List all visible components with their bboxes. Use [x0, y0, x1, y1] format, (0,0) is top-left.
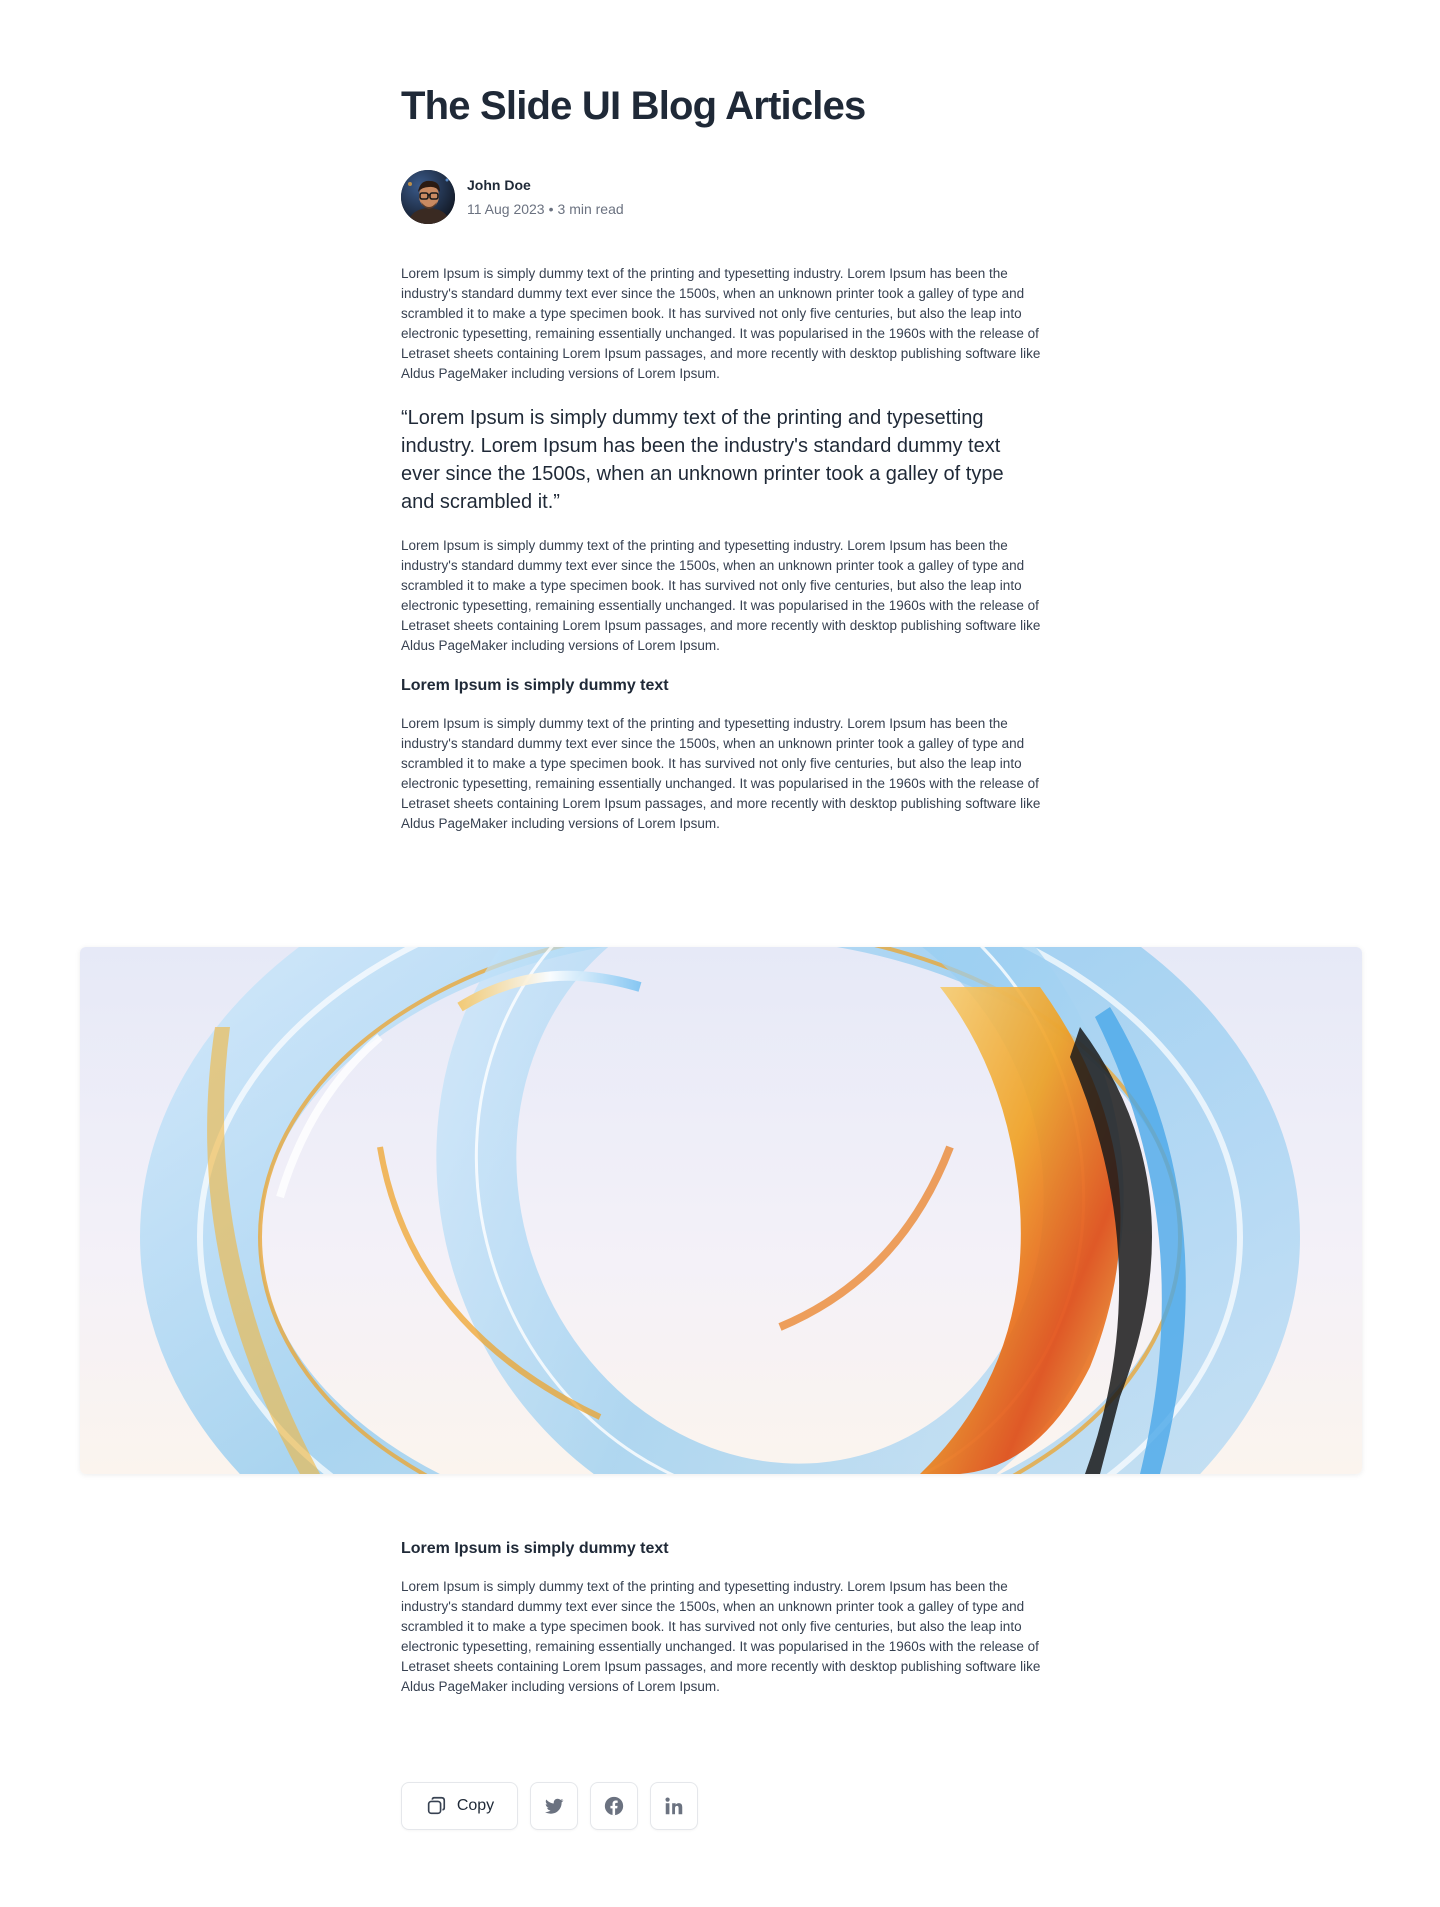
article-paragraph: Lorem Ipsum is simply dummy text of the printing and typesetting industry. Lorem Ipsum has been the industry's standard dummy text ever since the 1500s, when an unknown printer took a galley of type and scrambled it to make a type specimen book. It has survived not only five centuries, but also the leap into electronic typesetting, remaining essentially unchanged. It was popularised in the 1960s with the release of Letraset sheets containing Lorem Ipsum passages, and more recently with desktop publishing software like Aldus PageMaker including versions of Lorem Ipsum. — [401, 716, 1041, 831]
facebook-icon — [603, 1795, 625, 1817]
copy-label: Copy — [456, 1797, 495, 1814]
page-title: The Slide UI Blog Articles — [401, 84, 866, 128]
avatar[interactable] — [401, 170, 455, 224]
article-paragraph: Lorem Ipsum is simply dummy text of the printing and typesetting industry. Lorem Ipsum has been the industry's standard dummy text ever since the 1500s, when an unknown printer took a galley of type and scrambled it to make a type specimen book. It has survived not only five centuries, but also the leap into electronic typesetting, remaining essentially unchanged. It was popularised in the 1960s with the release of Letraset sheets containing Lorem Ipsum passages, and more recently with desktop publishing software like Aldus PageMaker including versions of Lorem Ipsum. — [401, 266, 1041, 381]
author-meta — [467, 175, 624, 219]
pull-quote: “Lorem Ipsum is simply dummy text of the printing and typesetting industry. Lorem Ipsum has been the industry's standard dummy text ever since the 1500s, when an unknown printer took a galley of type and scrambled it.” — [401, 407, 1004, 513]
share-twitter-button[interactable] — [530, 1782, 578, 1830]
article-footer-section — [401, 1537, 1041, 1697]
share-bar — [401, 1782, 698, 1830]
hero-image — [80, 947, 1362, 1474]
article-paragraph: Lorem Ipsum is simply dummy text of the printing and typesetting industry. Lorem Ipsum has been the industry's standard dummy text ever since the 1500s, when an unknown printer took a galley of type and scrambled it to make a type specimen book. It has survived not only five centuries, but also the leap into electronic typesetting, remaining essentially unchanged. It was popularised in the 1960s with the release of Letraset sheets containing Lorem Ipsum passages, and more recently with desktop publishing software like Aldus PageMaker including versions of Lorem Ipsum. — [401, 538, 1041, 653]
section-heading: Lorem Ipsum is simply dummy text — [401, 677, 669, 694]
article-paragraph: Lorem Ipsum is simply dummy text of the printing and typesetting industry. Lorem Ipsum has been the industry's standard dummy text ever since the 1500s, when an unknown printer took a galley of type and scrambled it to make a type specimen book. It has survived not only five centuries, but also the leap into electronic typesetting, remaining essentially unchanged. It was popularised in the 1960s with the release of Letraset sheets containing Lorem Ipsum passages, and more recently with desktop publishing software like Aldus PageMaker including versions of Lorem Ipsum. — [401, 1579, 1041, 1694]
copy-link-button[interactable] — [401, 1782, 518, 1830]
article-header-and-body — [401, 82, 1041, 834]
author-name[interactable]: John Doe — [467, 177, 531, 193]
read-time: 3 min read — [557, 201, 624, 217]
share-linkedin-button[interactable] — [650, 1782, 698, 1830]
author-date-readtime — [467, 199, 624, 219]
twitter-icon — [543, 1795, 565, 1817]
section-heading: Lorem Ipsum is simply dummy text — [401, 1540, 669, 1557]
linkedin-icon — [663, 1795, 685, 1817]
glass-ring-illustration-icon — [80, 947, 1362, 1474]
author-row — [401, 170, 1041, 224]
avatar-portrait-icon — [401, 170, 455, 224]
meta-separator: • — [548, 201, 554, 217]
copy-icon — [425, 1795, 447, 1817]
post-date: 11 Aug 2023 — [467, 201, 545, 217]
share-facebook-button[interactable] — [590, 1782, 638, 1830]
